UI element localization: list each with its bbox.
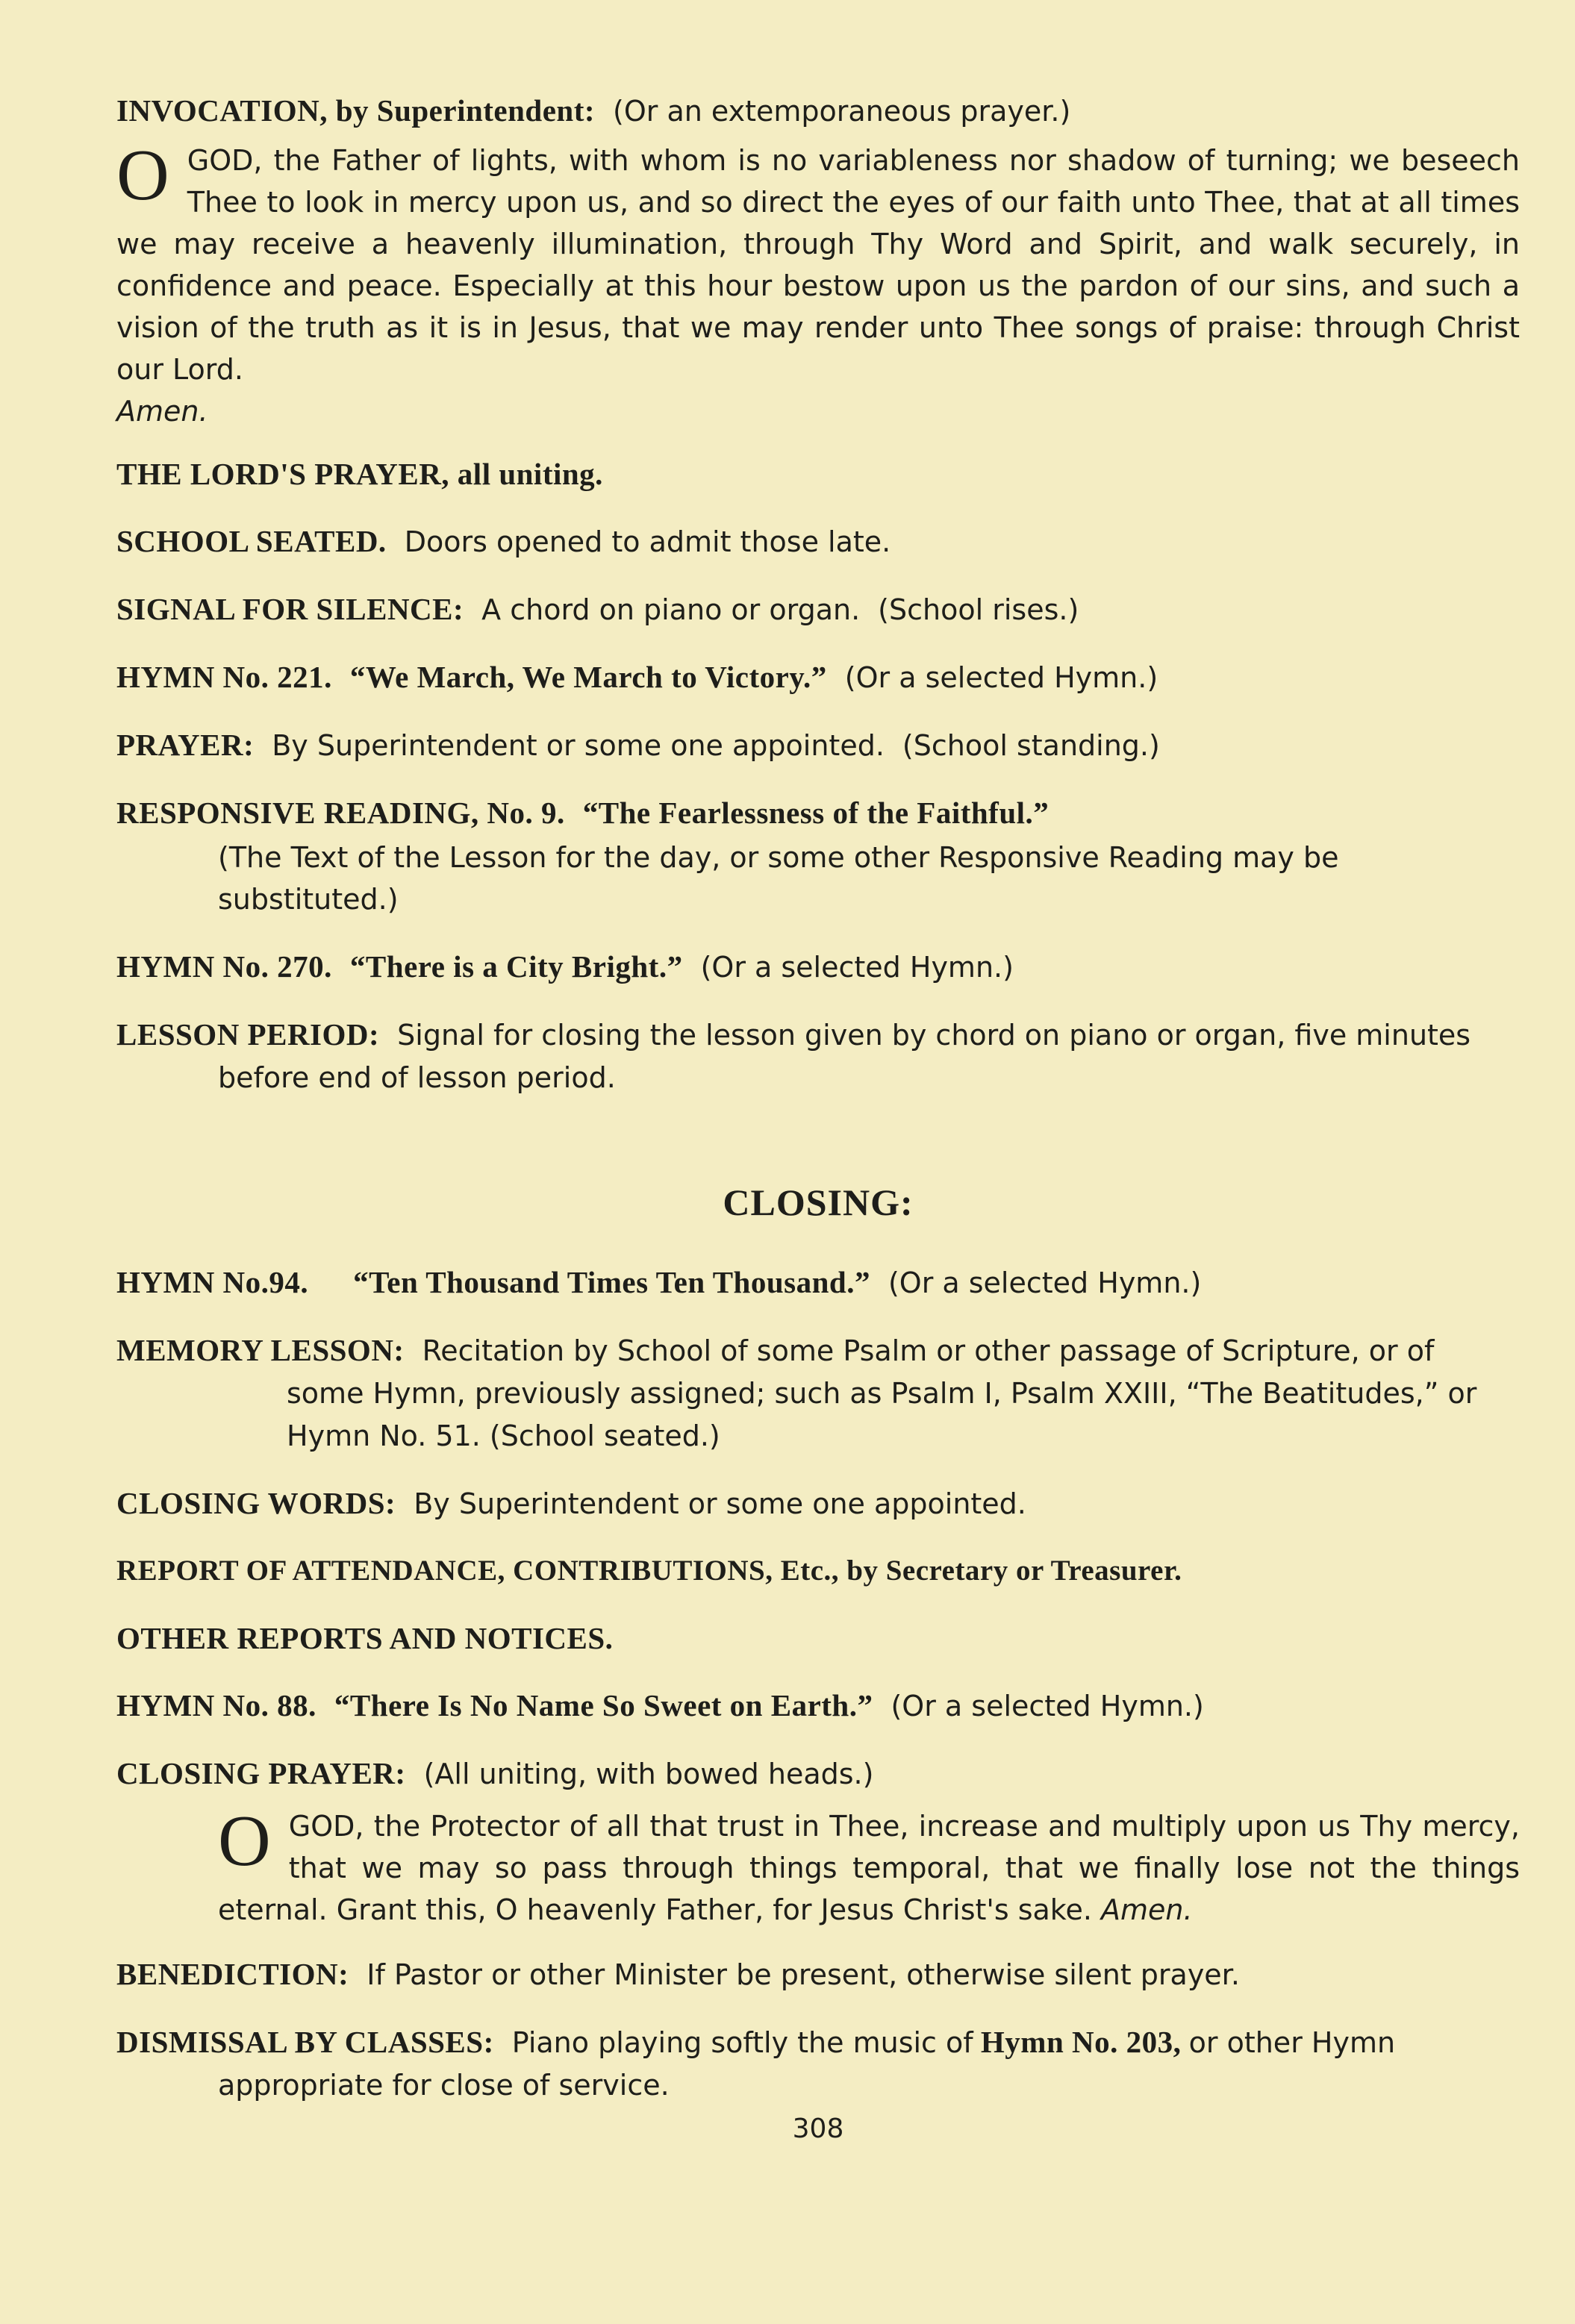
closing-prayer-heading: CLOSING PRAYER: xyxy=(116,1756,406,1790)
closing-section-title: CLOSING: xyxy=(723,1181,914,1223)
memory-lesson-line xyxy=(116,1329,1520,1457)
responsive-reading-text: (The Text of the Lesson for the day, or some other Responsive Reading may be substituted.) xyxy=(218,841,1339,916)
closing-words-heading: CLOSING WORDS: xyxy=(116,1486,396,1520)
hymn-94-heading: HYMN No.94. xyxy=(116,1265,309,1299)
school-seated-heading: SCHOOL SEATED. xyxy=(116,524,387,558)
lesson-period-line xyxy=(116,1013,1520,1099)
hymn-221-note: (Or a selected Hymn.) xyxy=(844,661,1158,694)
closing-prayer-line xyxy=(116,1752,1520,1795)
responsive-reading-title: “The Fearlessness of the Faithful.” xyxy=(582,796,1050,830)
lesson-period-heading: LESSON PERIOD: xyxy=(116,1017,380,1052)
hymn-88-title: “There Is No Name So Sweet on Earth.” xyxy=(334,1688,873,1722)
memory-lesson-heading: MEMORY LESSON: xyxy=(116,1333,405,1367)
prayer-text: By Superintendent or some one appointed. xyxy=(272,729,885,762)
benediction-heading: BENEDICTION: xyxy=(116,1957,349,1991)
hymn-270-heading: HYMN No. 270. xyxy=(116,949,332,984)
prayer-heading: PRAYER: xyxy=(116,728,255,762)
signal-text: A chord on piano or organ. xyxy=(481,593,861,626)
dismissal-heading: DISMISSAL BY CLASSES: xyxy=(116,2025,494,2059)
lords-prayer-heading: THE LORD'S PRAYER, all uniting. xyxy=(116,457,603,491)
dismissal-line xyxy=(116,2021,1520,2106)
closing-prayer-note: (All uniting, with bowed heads.) xyxy=(423,1758,874,1790)
dismissal-text-a: Piano playing softly the music of xyxy=(511,2026,973,2059)
hymn-221-line xyxy=(116,656,1520,699)
lesson-period-text: Signal for closing the lesson given by chord on piano or organ, five minutes before end of lesson period. xyxy=(218,1019,1471,1094)
benediction-text: If Pastor or other Minister be present, otherwise silent prayer. xyxy=(367,1958,1240,1991)
signal-line xyxy=(116,588,1520,631)
prayer-line xyxy=(116,724,1520,766)
other-reports-heading: OTHER REPORTS AND NOTICES. xyxy=(116,1621,614,1655)
signal-note: (School rises.) xyxy=(878,593,1079,626)
invocation-heading: INVOCATION, by Superintendent: xyxy=(116,93,596,128)
hymn-88-note: (Or a selected Hymn.) xyxy=(891,1690,1204,1722)
school-seated-line xyxy=(116,520,1520,563)
hymn-270-title: “There is a City Bright.” xyxy=(349,949,683,984)
closing-prayer-amen: Amen. xyxy=(1101,1893,1193,1926)
closing-prayer-body xyxy=(116,1801,1520,1931)
report-heading: REPORT OF ATTENDANCE, CONTRIBUTIONS, Etc., by Secretary or Treasurer. xyxy=(116,1555,1182,1587)
hymn-94-line xyxy=(116,1261,1520,1304)
school-seated-text: Doors opened to admit those late. xyxy=(404,525,891,558)
invocation-prayer-text: GOD, the Father of lights, with whom is no variableness nor shadow of turning; we beseech Thee to look in mercy upon us, and so direct the eyes of our faith unto Thee, that at all times we may receive a heavenly illumination, through Thy Word and Spirit, and walk securely, in confidence and peace. Especially at this hour bestow upon us the pardon of our sins, and such a vision of the truth as it is in Jesus, that we may render unto Thee songs of praise: through Christ our Lord. xyxy=(116,144,1520,386)
hymn-94-note: (Or a selected Hymn.) xyxy=(888,1266,1202,1299)
hymn-88-line xyxy=(116,1684,1520,1727)
closing-words-line xyxy=(116,1482,1520,1525)
hymn-94-title: “Ten Thousand Times Ten Thousand.” xyxy=(353,1265,870,1299)
hymn-88-heading: HYMN No. 88. xyxy=(116,1688,316,1722)
benediction-line xyxy=(116,1953,1520,1996)
drop-cap: O xyxy=(116,135,169,216)
drop-cap: O xyxy=(218,1801,271,1881)
page-number: 308 xyxy=(792,2114,844,2144)
hymn-270-note: (Or a selected Hymn.) xyxy=(700,951,1014,984)
invocation-line xyxy=(116,90,1520,132)
hymn-270-line xyxy=(116,946,1520,988)
hymn-221-title: “We March, We March to Victory.” xyxy=(349,660,827,694)
responsive-reading-line xyxy=(116,792,1520,834)
responsive-reading-heading: RESPONSIVE READING, No. 9. xyxy=(116,796,565,830)
dismissal-hymn: Hymn No. 203, xyxy=(980,2025,1182,2059)
invocation-prayer xyxy=(116,135,1520,432)
closing-prayer-text: GOD, the Protector of all that trust in Thee, increase and multiply upon us Thy mercy, that we may so pass through things temporal, that we finally lose not the things eternal. Grant this, O heavenly Father, for Jesus Christ's sake. xyxy=(218,1810,1520,1926)
closing-words-text: By Superintendent or some one appointed. xyxy=(414,1487,1026,1520)
hymn-221-heading: HYMN No. 221. xyxy=(116,660,332,694)
invocation-note: (Or an extemporaneous prayer.) xyxy=(613,95,1071,128)
dismissal-text-b: or other Hymn appropriate for close of service. xyxy=(218,2026,1396,2102)
prayer-note: (School standing.) xyxy=(902,729,1160,762)
invocation-amen: Amen. xyxy=(116,395,208,428)
page-content xyxy=(116,90,1520,2144)
memory-lesson-text: Recitation by School of some Psalm or other passage of Scripture, or of some Hymn, previously assigned; such as Psalm I, Psalm XXIII, “The Beatitudes,” or Hymn No. 51. (School seated.) xyxy=(287,1334,1477,1452)
signal-heading: SIGNAL FOR SILENCE: xyxy=(116,592,464,626)
